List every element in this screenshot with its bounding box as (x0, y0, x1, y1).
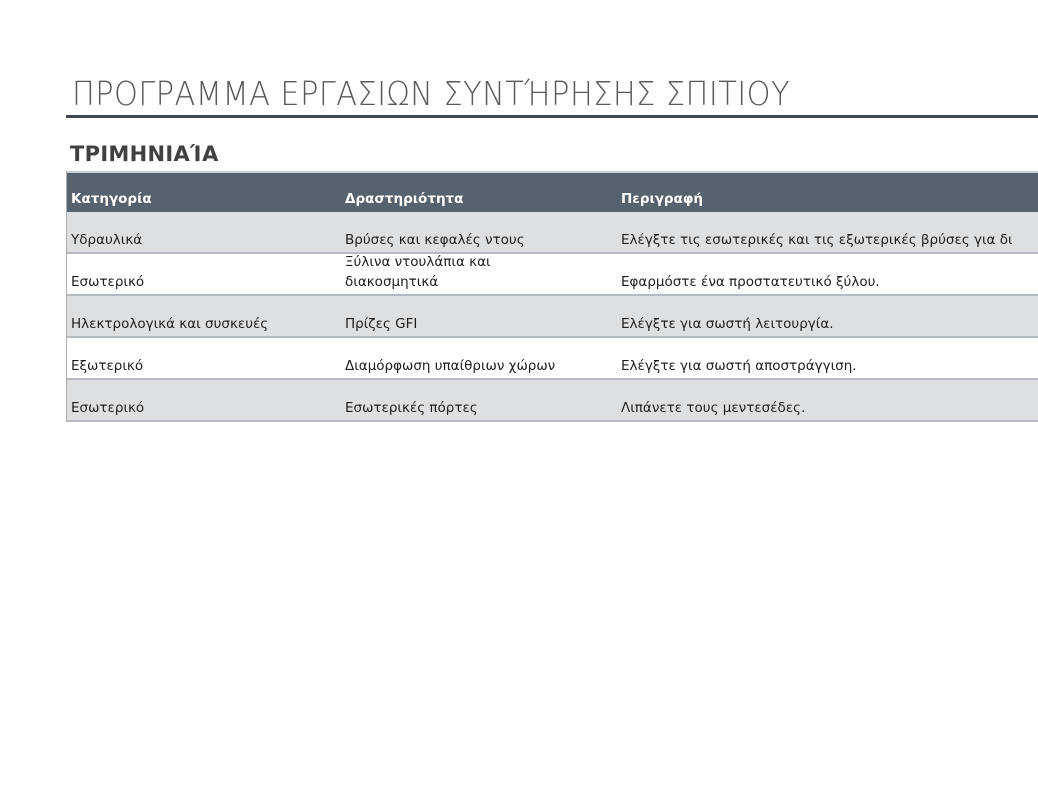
table-row[interactable] (67, 212, 1038, 254)
table-row[interactable] (67, 254, 1038, 296)
cell-category[interactable]: Ηλεκτρολογικά και συσκευές (71, 316, 269, 332)
cell-description[interactable]: Εφαρμόστε ένα προστατευτικό ξύλου. (621, 274, 880, 290)
table-header-row (67, 171, 1038, 212)
cell-category[interactable]: Εσωτερικό (71, 400, 145, 416)
cell-activity[interactable]: Διαμόρφωση υπαίθριων χώρων (345, 358, 556, 374)
cell-activity[interactable]: Βρύσες και κεφαλές ντους (345, 232, 525, 248)
section-heading: ΤΡΙΜΗΝΙΑΊΑ (70, 142, 219, 166)
column-header-description[interactable]: Περιγραφή (621, 191, 704, 207)
table-row[interactable] (67, 296, 1038, 338)
column-header-activity[interactable]: Δραστηριότητα (345, 191, 464, 207)
cell-description[interactable]: Ελέγξτε για σωστή αποστράγγιση. (621, 358, 857, 374)
cell-activity[interactable]: Ξύλινα ντουλάπια και διακοσμητικά (345, 254, 491, 290)
title-divider (66, 115, 1038, 118)
cell-category[interactable]: Εξωτερικό (71, 358, 144, 374)
table-row[interactable] (67, 380, 1038, 422)
cell-activity[interactable]: Εσωτερικές πόρτες (345, 400, 478, 416)
cell-category[interactable]: Εσωτερικό (71, 274, 145, 290)
cell-description[interactable]: Ελέγξτε για σωστή λειτουργία. (621, 316, 834, 332)
table-row[interactable] (67, 338, 1038, 380)
page-title: ΠΡΟΓΡΑΜΜΑ ΕΡΓΑΣΙΩΝ ΣΥΝΤΉΡΗΣΗΣ ΣΠΙΤΙΟΥ (72, 74, 791, 113)
cell-category[interactable]: Υδραυλικά (71, 232, 143, 248)
cell-activity[interactable]: Πρίζες GFI (345, 316, 418, 332)
column-header-category[interactable]: Κατηγορία (71, 191, 152, 207)
maintenance-table (66, 171, 1038, 422)
cell-description[interactable]: Λιπάνετε τους μεντεσέδες. (621, 400, 806, 416)
cell-description[interactable]: Ελέγξτε τις εσωτερικές και τις εξωτερικές βρύσες για δι (621, 232, 1013, 248)
